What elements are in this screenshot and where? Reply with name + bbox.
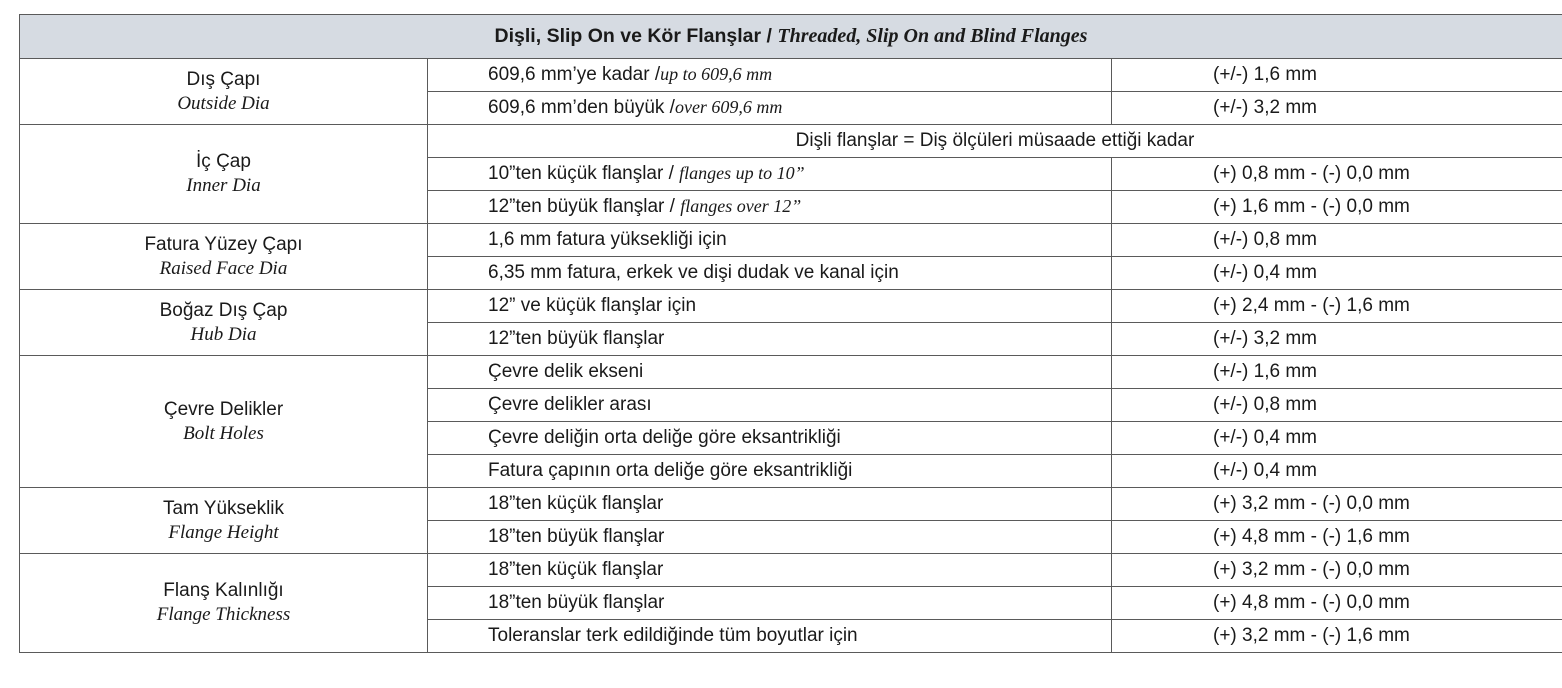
condition-cell: 6,35 mm fatura, erkek ve dişi dudak ve kanal için: [428, 257, 1112, 290]
tolerance-table: [19, 14, 1562, 653]
tolerance-value: (+) 3,2 mm - (-) 1,6 mm: [1112, 620, 1562, 653]
table-row: [20, 356, 1562, 389]
tolerance-value: (+) 0,8 mm - (-) 0,0 mm: [1112, 158, 1562, 191]
tolerance-value: (+) 2,4 mm - (-) 1,6 mm: [1112, 290, 1562, 323]
condition-cell: 18”ten küçük flanşlar: [428, 554, 1112, 587]
condition-cell: Fatura çapının orta deliğe göre eksantrikliği: [428, 455, 1112, 488]
table-title: [20, 15, 1562, 59]
tolerance-value: (+) 4,8 mm - (-) 1,6 mm: [1112, 521, 1562, 554]
condition-cell: 12” ve küçük flanşlar için: [428, 290, 1112, 323]
condition-en: up to 609,6 mm: [660, 64, 773, 85]
category-flange-thickness: [20, 554, 428, 653]
table-header-row: [20, 15, 1562, 59]
category-label-tr: Boğaz Dış Çap: [159, 299, 288, 321]
condition-cell: 18”ten küçük flanşlar: [428, 488, 1112, 521]
condition-tr: 609,6 mm’den büyük /: [488, 97, 675, 119]
title-en: Threaded, Slip On and Blind Flanges: [777, 25, 1088, 47]
category-label-tr: Tam Yükseklik: [162, 497, 285, 519]
condition-cell: [428, 59, 1112, 92]
condition-tr: 12”ten büyük flanşlar /: [488, 196, 675, 218]
category-label-tr: Flanş Kalınlığı: [163, 580, 284, 602]
category-inner-dia: [20, 125, 428, 224]
tolerance-value: (+/-) 1,6 mm: [1112, 356, 1562, 389]
condition-cell: 18”ten büyük flanşlar: [428, 521, 1112, 554]
category-flange-height: [20, 488, 428, 554]
tolerance-value: (+/-) 0,8 mm: [1112, 389, 1562, 422]
category-label-tr: Fatura Yüzey Çapı: [144, 233, 303, 255]
condition-tr: 10”ten küçük flanşlar /: [488, 163, 674, 185]
table-row: [20, 59, 1562, 92]
condition-cell: Çevre delikler arası: [428, 389, 1112, 422]
category-label-tr: İç Çap: [196, 151, 251, 173]
condition-cell: Toleranslar terk edildiğinde tüm boyutlar için: [428, 620, 1112, 653]
condition-cell: [428, 92, 1112, 125]
table-row: [20, 290, 1562, 323]
condition-tr: 609,6 mm’ye kadar /: [488, 64, 661, 86]
tolerance-value: (+/-) 1,6 mm: [1112, 59, 1562, 92]
table-row: [20, 125, 1562, 158]
category-label-en: Raised Face Dia: [159, 257, 288, 279]
tolerance-value: (+) 1,6 mm - (-) 0,0 mm: [1112, 191, 1562, 224]
condition-cell: 12”ten büyük flanşlar: [428, 323, 1112, 356]
category-label-en: Inner Dia: [186, 175, 261, 196]
condition-cell: Çevre delik ekseni: [428, 356, 1112, 389]
condition-en: flanges over 12”: [680, 196, 802, 217]
tolerance-value: (+) 3,2 mm - (-) 0,0 mm: [1112, 488, 1562, 521]
category-label-tr: Çevre Delikler: [163, 398, 284, 420]
category-label-en: Flange Thickness: [156, 604, 291, 625]
category-outside-dia: [20, 59, 428, 125]
tolerance-value: (+/-) 3,2 mm: [1112, 323, 1562, 356]
category-label-en: Flange Height: [168, 521, 279, 543]
title-tr: Dişli, Slip On ve Kör Flanşlar /: [494, 25, 772, 47]
condition-en: over 609,6 mm: [674, 97, 783, 118]
tolerance-value: (+) 4,8 mm - (-) 0,0 mm: [1112, 587, 1562, 620]
condition-cell: Çevre deliğin orta deliğe göre eksantrikliği: [428, 422, 1112, 455]
condition-cell: 1,6 mm fatura yüksekliği için: [428, 224, 1112, 257]
category-label-tr: Dış Çapı: [186, 68, 261, 90]
tolerance-value: (+) 3,2 mm - (-) 0,0 mm: [1112, 554, 1562, 587]
table-row: [20, 554, 1562, 587]
tolerance-value: (+/-) 3,2 mm: [1112, 92, 1562, 125]
tolerance-value: (+/-) 0,8 mm: [1112, 224, 1562, 257]
table-row: [20, 224, 1562, 257]
tolerance-value: (+/-) 0,4 mm: [1112, 257, 1562, 290]
threaded-note: Dişli flanşlar = Diş ölçüleri müsaade ettiği kadar: [428, 125, 1562, 158]
category-hub-dia: [20, 290, 428, 356]
condition-en: flanges up to 10”: [679, 163, 805, 184]
condition-cell: [428, 191, 1112, 224]
condition-cell: 18”ten büyük flanşlar: [428, 587, 1112, 620]
category-label-en: Outside Dia: [177, 92, 270, 114]
tolerance-value: (+/-) 0,4 mm: [1112, 455, 1562, 488]
tolerance-value: (+/-) 0,4 mm: [1112, 422, 1562, 455]
category-label-en: Hub Dia: [190, 323, 257, 345]
condition-cell: [428, 158, 1112, 191]
category-raised-face-dia: [20, 224, 428, 290]
category-bolt-holes: [20, 356, 428, 488]
table-row: [20, 488, 1562, 521]
category-label-en: Bolt Holes: [183, 422, 264, 444]
